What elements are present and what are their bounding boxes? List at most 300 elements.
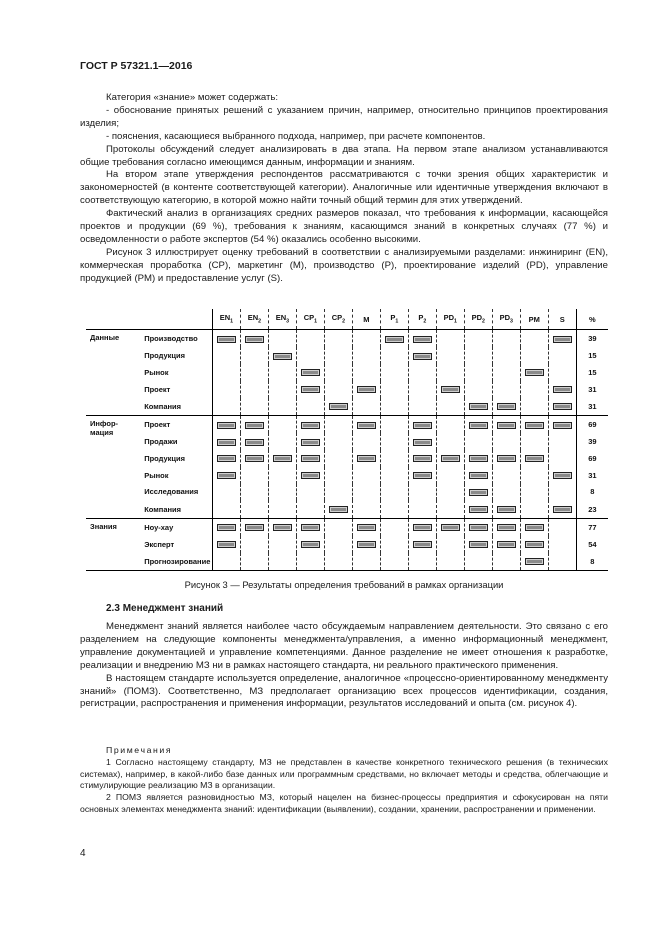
column-header-base: EN bbox=[247, 313, 259, 323]
mark-cell bbox=[212, 330, 240, 348]
mark-cell bbox=[380, 536, 408, 553]
mark-cell bbox=[296, 433, 324, 450]
mark-cell bbox=[268, 553, 296, 571]
requirement-mark bbox=[497, 422, 516, 429]
mark-cell bbox=[240, 330, 268, 348]
mark-cell bbox=[296, 536, 324, 553]
requirement-mark bbox=[245, 336, 264, 343]
mark-cell bbox=[296, 381, 324, 398]
percent-value: 31 bbox=[576, 381, 608, 398]
mark-cell bbox=[408, 347, 436, 364]
mark-cell bbox=[380, 450, 408, 467]
mark-cell bbox=[520, 484, 548, 501]
mark-cell bbox=[520, 536, 548, 553]
mark-cell bbox=[296, 484, 324, 501]
percent-value: 69 bbox=[576, 415, 608, 433]
table-row bbox=[86, 518, 608, 536]
mark-cell bbox=[520, 381, 548, 398]
requirement-mark bbox=[553, 386, 572, 393]
mark-cell bbox=[520, 330, 548, 348]
category-label: Знания bbox=[86, 518, 140, 570]
mark-cell bbox=[464, 500, 492, 518]
column-header-sub: 1 bbox=[395, 318, 399, 325]
mark-cell bbox=[464, 484, 492, 501]
mark-cell bbox=[324, 500, 352, 518]
requirement-mark bbox=[413, 455, 432, 462]
mark-cell bbox=[212, 484, 240, 501]
mark-cell bbox=[548, 381, 576, 398]
mark-cell bbox=[492, 330, 520, 348]
requirement-mark bbox=[525, 422, 544, 429]
row-label: Рынок bbox=[144, 367, 169, 377]
mark-cell bbox=[464, 330, 492, 348]
column-header bbox=[492, 309, 520, 330]
column-header bbox=[324, 309, 352, 330]
mark-cell bbox=[436, 330, 464, 348]
requirement-mark bbox=[385, 336, 404, 343]
column-header-base: PD bbox=[499, 313, 511, 323]
table-header-row bbox=[86, 309, 608, 330]
mark-cell bbox=[352, 381, 380, 398]
requirement-mark bbox=[553, 336, 572, 343]
mark-cell bbox=[464, 433, 492, 450]
table-row bbox=[86, 347, 608, 364]
mark-cell bbox=[240, 398, 268, 416]
mark-cell bbox=[324, 330, 352, 348]
mark-cell bbox=[268, 347, 296, 364]
mark-cell bbox=[268, 364, 296, 381]
table-row bbox=[86, 330, 608, 348]
mark-cell bbox=[436, 433, 464, 450]
mark-cell bbox=[212, 398, 240, 416]
mark-cell bbox=[464, 415, 492, 433]
mark-cell bbox=[352, 364, 380, 381]
percent-value: 23 bbox=[576, 500, 608, 518]
column-header-base: M bbox=[363, 314, 370, 324]
mark-cell bbox=[296, 518, 324, 536]
mark-cell bbox=[464, 381, 492, 398]
mark-cell bbox=[436, 553, 464, 571]
column-header-base: PD bbox=[443, 313, 455, 323]
requirement-mark bbox=[329, 506, 348, 513]
mark-cell bbox=[352, 536, 380, 553]
requirement-mark bbox=[357, 422, 376, 429]
mark-cell bbox=[436, 484, 464, 501]
mark-cell bbox=[212, 553, 240, 571]
mark-cell bbox=[464, 364, 492, 381]
requirement-mark bbox=[469, 422, 488, 429]
mark-cell bbox=[324, 467, 352, 484]
figure-3-table bbox=[86, 309, 608, 571]
mark-cell bbox=[352, 553, 380, 571]
column-header bbox=[380, 309, 408, 330]
mark-cell bbox=[408, 398, 436, 416]
requirement-mark bbox=[413, 439, 432, 446]
percent-value: 31 bbox=[576, 467, 608, 484]
requirement-mark bbox=[469, 403, 488, 410]
requirement-mark bbox=[413, 541, 432, 548]
mark-cell bbox=[520, 553, 548, 571]
mark-cell bbox=[268, 500, 296, 518]
requirement-mark bbox=[301, 439, 320, 446]
mark-cell bbox=[296, 398, 324, 416]
column-header-base: S bbox=[559, 314, 565, 324]
column-header-sub: 1 bbox=[314, 318, 318, 325]
requirement-mark bbox=[469, 506, 488, 513]
mark-cell bbox=[240, 536, 268, 553]
requirement-mark bbox=[273, 353, 292, 360]
requirement-mark bbox=[469, 541, 488, 548]
category-label: Инфор-мация bbox=[86, 415, 140, 518]
mark-cell bbox=[492, 553, 520, 571]
column-header-base: EN bbox=[219, 313, 231, 323]
mark-cell bbox=[240, 433, 268, 450]
body-text-bottom bbox=[80, 621, 608, 711]
requirement-mark bbox=[217, 422, 236, 429]
requirement-mark bbox=[217, 541, 236, 548]
column-header bbox=[408, 309, 436, 330]
column-header-base: CP bbox=[303, 313, 315, 323]
mark-cell bbox=[464, 518, 492, 536]
row-label: Продукция bbox=[144, 351, 186, 361]
mark-cell bbox=[520, 450, 548, 467]
table-row bbox=[86, 364, 608, 381]
mark-cell bbox=[268, 330, 296, 348]
figure-caption: Рисунок 3 — Результаты определения требований в рамках организации bbox=[184, 579, 504, 590]
paragraph: Рисунок 3 иллюстрирует оценку требований в соответствии с анализируемыми разделами: инжиниринг (EN), коммерческая проработка (CP), маркетинг (M), производство (P), проектирование изделий (PD), управление продукцией (PM) и предоставление услуг (S). bbox=[80, 246, 608, 284]
mark-cell bbox=[492, 467, 520, 484]
mark-cell bbox=[548, 536, 576, 553]
mark-cell bbox=[380, 553, 408, 571]
mark-cell bbox=[520, 433, 548, 450]
table-row bbox=[86, 553, 608, 571]
mark-cell bbox=[240, 347, 268, 364]
section-number: 2.3 bbox=[106, 603, 120, 614]
requirement-mark bbox=[469, 472, 488, 479]
column-header-sub: 2 bbox=[258, 318, 262, 325]
requirement-mark bbox=[553, 506, 572, 513]
column-header bbox=[352, 309, 380, 330]
section-heading bbox=[106, 603, 223, 614]
mark-cell bbox=[408, 381, 436, 398]
mark-cell bbox=[436, 364, 464, 381]
paragraph: - обоснование принятых решений с указанием причин, например, относительно принципов проектирования изделия; bbox=[80, 104, 608, 129]
row-label: Проект bbox=[144, 384, 171, 394]
mark-cell bbox=[296, 467, 324, 484]
requirement-mark bbox=[553, 422, 572, 429]
mark-cell bbox=[352, 484, 380, 501]
requirement-mark bbox=[301, 386, 320, 393]
mark-cell bbox=[240, 500, 268, 518]
table-row bbox=[86, 381, 608, 398]
mark-cell bbox=[548, 364, 576, 381]
mark-cell bbox=[436, 518, 464, 536]
mark-cell bbox=[464, 536, 492, 553]
mark-cell bbox=[436, 450, 464, 467]
requirement-mark bbox=[553, 472, 572, 479]
body-text-top bbox=[80, 92, 608, 286]
percent-value: 15 bbox=[576, 364, 608, 381]
mark-cell bbox=[352, 330, 380, 348]
mark-cell bbox=[436, 536, 464, 553]
row-label: Рынок bbox=[144, 470, 169, 480]
mark-cell bbox=[380, 518, 408, 536]
paragraph: Протоколы обсуждений следует анализировать в два этапа. На первом этапе анализом устанавливаются общие требования согласно имеющимся данным, информации и знаниям. bbox=[80, 143, 608, 168]
column-header-sub: 2 bbox=[342, 318, 346, 325]
mark-cell bbox=[408, 364, 436, 381]
mark-cell bbox=[380, 347, 408, 364]
mark-cell bbox=[352, 450, 380, 467]
table-row bbox=[86, 433, 608, 450]
mark-cell bbox=[324, 381, 352, 398]
column-header-base: PD bbox=[471, 313, 483, 323]
requirement-mark bbox=[217, 472, 236, 479]
mark-cell bbox=[212, 433, 240, 450]
requirement-mark bbox=[301, 472, 320, 479]
table-row bbox=[86, 450, 608, 467]
mark-cell bbox=[324, 553, 352, 571]
requirement-mark bbox=[413, 472, 432, 479]
column-header bbox=[520, 309, 548, 330]
column-header-sub: 2 bbox=[482, 318, 485, 325]
row-label: Проект bbox=[144, 420, 171, 430]
mark-cell bbox=[436, 500, 464, 518]
requirement-mark bbox=[301, 524, 320, 531]
row-label: Эксперт bbox=[144, 539, 175, 549]
mark-cell bbox=[240, 415, 268, 433]
mark-cell bbox=[324, 484, 352, 501]
mark-cell bbox=[436, 398, 464, 416]
requirement-mark bbox=[357, 386, 376, 393]
requirement-mark bbox=[497, 455, 516, 462]
mark-cell bbox=[492, 415, 520, 433]
mark-cell bbox=[464, 467, 492, 484]
percent-value: 77 bbox=[576, 518, 608, 536]
mark-cell bbox=[464, 450, 492, 467]
percent-value: 31 bbox=[576, 398, 608, 416]
row-label: Продажи bbox=[144, 437, 178, 447]
mark-cell bbox=[212, 518, 240, 536]
mark-cell bbox=[240, 467, 268, 484]
mark-cell bbox=[408, 484, 436, 501]
mark-cell bbox=[380, 500, 408, 518]
mark-cell bbox=[492, 450, 520, 467]
mark-cell bbox=[324, 536, 352, 553]
requirement-mark bbox=[217, 336, 236, 343]
requirement-mark bbox=[525, 541, 544, 548]
percent-value: 39 bbox=[576, 433, 608, 450]
requirement-mark bbox=[441, 524, 460, 531]
mark-cell bbox=[240, 484, 268, 501]
mark-cell bbox=[352, 518, 380, 536]
mark-cell bbox=[408, 450, 436, 467]
paragraph: В настоящем стандарте используется определение, аналогичное «процессно-ориентированному менеджменту знаний» (ПОМЗ). Соответственно, МЗ предполагает организацию всех процессов идентификации, создания, регистрации, распространения и применения информации, результатов исследований и опыта (см. рисунок 4). bbox=[80, 672, 608, 710]
requirement-mark bbox=[441, 455, 460, 462]
mark-cell bbox=[408, 415, 436, 433]
requirement-mark bbox=[497, 506, 516, 513]
mark-cell bbox=[240, 553, 268, 571]
mark-cell bbox=[212, 415, 240, 433]
requirement-mark bbox=[301, 422, 320, 429]
table-row bbox=[86, 536, 608, 553]
requirements-table bbox=[86, 309, 608, 571]
mark-cell bbox=[492, 433, 520, 450]
requirement-mark bbox=[525, 524, 544, 531]
column-header bbox=[464, 309, 492, 330]
category-label: Данные bbox=[86, 330, 140, 416]
column-header bbox=[436, 309, 464, 330]
document-header: ГОСТ Р 57321.1—2016 bbox=[80, 60, 193, 72]
mark-cell bbox=[548, 518, 576, 536]
requirement-mark bbox=[357, 524, 376, 531]
mark-cell bbox=[268, 467, 296, 484]
requirement-mark bbox=[413, 353, 432, 360]
mark-cell bbox=[380, 381, 408, 398]
requirement-mark bbox=[329, 403, 348, 410]
mark-cell bbox=[352, 415, 380, 433]
mark-cell bbox=[296, 553, 324, 571]
requirement-mark bbox=[525, 455, 544, 462]
column-header-sub: 1 bbox=[230, 318, 234, 325]
mark-cell bbox=[492, 364, 520, 381]
mark-cell bbox=[268, 398, 296, 416]
row-label: Исследования bbox=[144, 487, 199, 497]
column-header-sub: 2 bbox=[423, 318, 427, 325]
mark-cell bbox=[324, 433, 352, 450]
mark-cell bbox=[380, 415, 408, 433]
mark-cell bbox=[548, 484, 576, 501]
mark-cell bbox=[352, 398, 380, 416]
mark-cell bbox=[492, 500, 520, 518]
mark-cell bbox=[408, 553, 436, 571]
requirement-mark bbox=[553, 403, 572, 410]
mark-cell bbox=[268, 433, 296, 450]
requirement-mark bbox=[245, 422, 264, 429]
section-title: Менеджмент знаний bbox=[122, 603, 224, 614]
mark-cell bbox=[408, 330, 436, 348]
percent-value: 54 bbox=[576, 536, 608, 553]
column-header-base: EN bbox=[275, 313, 287, 323]
mark-cell bbox=[436, 467, 464, 484]
mark-cell bbox=[408, 467, 436, 484]
table-row bbox=[86, 484, 608, 501]
mark-cell bbox=[352, 347, 380, 364]
column-header bbox=[240, 309, 268, 330]
percent-value: 69 bbox=[576, 450, 608, 467]
mark-cell bbox=[296, 500, 324, 518]
requirement-mark bbox=[301, 455, 320, 462]
notes-block bbox=[80, 745, 608, 816]
mark-cell bbox=[436, 381, 464, 398]
percent-value: 15 bbox=[576, 347, 608, 364]
mark-cell bbox=[296, 415, 324, 433]
column-header bbox=[296, 309, 324, 330]
requirement-mark bbox=[497, 403, 516, 410]
requirement-mark bbox=[525, 369, 544, 376]
requirement-mark bbox=[273, 524, 292, 531]
requirement-mark bbox=[469, 489, 488, 496]
mark-cell bbox=[240, 364, 268, 381]
row-label: Компания bbox=[140, 500, 212, 518]
requirement-mark bbox=[497, 524, 516, 531]
mark-cell bbox=[408, 536, 436, 553]
requirement-mark bbox=[413, 524, 432, 531]
mark-cell bbox=[324, 415, 352, 433]
mark-cell bbox=[212, 500, 240, 518]
requirement-mark bbox=[357, 455, 376, 462]
mark-cell bbox=[240, 381, 268, 398]
column-header-base: P bbox=[390, 313, 396, 323]
paragraph: Категория «знание» может содержать: bbox=[106, 92, 279, 103]
mark-cell bbox=[324, 398, 352, 416]
column-header-sub: 3 bbox=[286, 318, 290, 325]
mark-cell bbox=[212, 450, 240, 467]
mark-cell bbox=[520, 467, 548, 484]
requirement-mark bbox=[469, 455, 488, 462]
mark-cell bbox=[520, 500, 548, 518]
mark-cell bbox=[520, 347, 548, 364]
mark-cell bbox=[296, 450, 324, 467]
mark-cell bbox=[352, 500, 380, 518]
note-item: 1 Согласно настоящему стандарту, МЗ не представлен в качестве конкретного технического решения (в технических системах), например, в какой-либо базе данных или программным средствами, но включает методы и средства, облегчающие и стимулирующие реализацию МЗ в организации. bbox=[80, 756, 608, 791]
mark-cell bbox=[520, 398, 548, 416]
page-number: 4 bbox=[80, 848, 86, 859]
mark-cell bbox=[240, 450, 268, 467]
mark-cell bbox=[212, 347, 240, 364]
table-row bbox=[86, 398, 608, 416]
mark-cell bbox=[380, 433, 408, 450]
requirement-mark bbox=[357, 541, 376, 548]
mark-cell bbox=[548, 433, 576, 450]
percent-value: 8 bbox=[576, 553, 608, 571]
paragraph: Менеджмент знаний является наиболее часто обсуждаемым направлением деятельности. Это связано с его разделением на следующие компоненты менеджмента/управления, а именно информационный менеджмент, управление документацией и управление компетенциями. Данное разделение не имеет отношения к разработке, реализации и внедрению МЗ ни в рамках настоящего стандарта, ни реального практического применения. bbox=[80, 621, 608, 671]
mark-cell bbox=[324, 518, 352, 536]
requirement-mark bbox=[301, 369, 320, 376]
table-row bbox=[86, 500, 608, 518]
column-header-base: CP bbox=[331, 313, 343, 323]
mark-cell bbox=[492, 518, 520, 536]
mark-cell bbox=[296, 347, 324, 364]
mark-cell bbox=[548, 415, 576, 433]
requirement-mark bbox=[413, 422, 432, 429]
requirement-mark bbox=[217, 524, 236, 531]
mark-cell bbox=[380, 330, 408, 348]
mark-cell bbox=[548, 500, 576, 518]
percent-value: 8 bbox=[576, 484, 608, 501]
column-header bbox=[548, 309, 576, 330]
header-blank bbox=[86, 309, 212, 330]
requirement-mark bbox=[497, 541, 516, 548]
mark-cell bbox=[520, 518, 548, 536]
mark-cell bbox=[548, 398, 576, 416]
mark-cell bbox=[436, 347, 464, 364]
mark-cell bbox=[408, 500, 436, 518]
mark-cell bbox=[408, 433, 436, 450]
mark-cell bbox=[268, 518, 296, 536]
mark-cell bbox=[268, 536, 296, 553]
mark-cell bbox=[492, 484, 520, 501]
requirement-mark bbox=[217, 455, 236, 462]
mark-cell bbox=[212, 364, 240, 381]
requirement-mark bbox=[217, 439, 236, 446]
mark-cell bbox=[492, 536, 520, 553]
requirement-mark bbox=[441, 386, 460, 393]
requirement-mark bbox=[469, 524, 488, 531]
requirement-mark bbox=[245, 524, 264, 531]
mark-cell bbox=[240, 518, 268, 536]
mark-cell bbox=[212, 381, 240, 398]
requirement-mark bbox=[245, 455, 264, 462]
